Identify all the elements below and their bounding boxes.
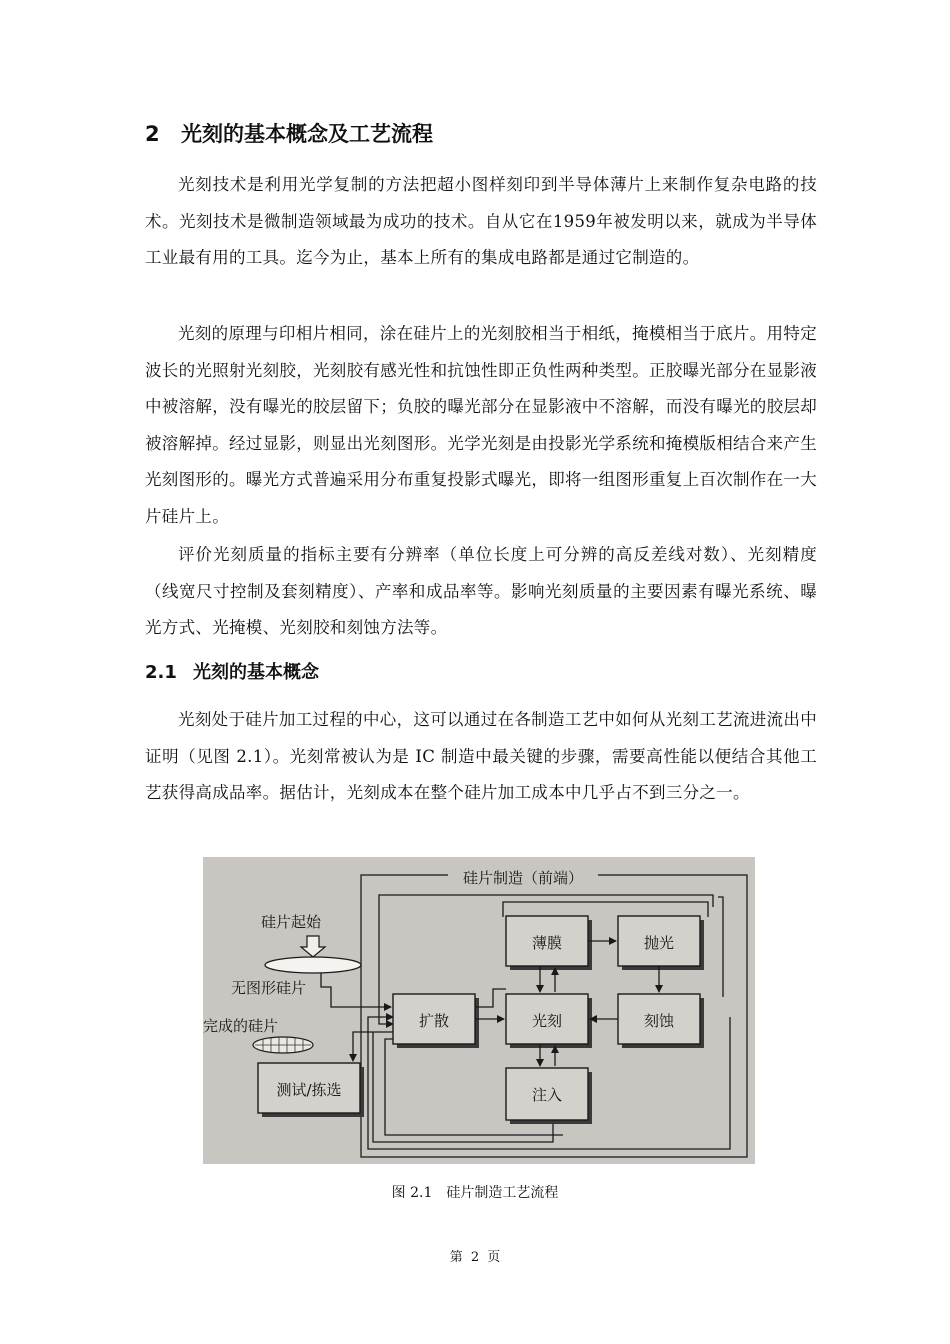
subsection-heading	[145, 658, 805, 684]
paragraph-principle: 光刻的原理与印相片相同，涂在硅片上的光刻胶相当于相纸，掩模相当于底片。用特定波长的光照射光刻胶，光刻胶有感光性和抗蚀性即正负性两种类型。正胶曝光部分在显影液中被溶解，没有曝光的胶层留下；负胶的曝光部分在显影液中不溶解，而没有曝光的胶层却被溶解掉。经过显影，则显出光刻图形。光学光刻是由投影光学系统和掩模版相结合来产生光刻图形的。曝光方式普遍采用分布重复投影式曝光，即将一组图形重复上百次制作在一大片硅片上。	[145, 324, 817, 526]
section-title: 光刻的基本概念及工艺流程	[181, 122, 433, 146]
caption-text: 硅片制造工艺流程	[446, 1185, 559, 1201]
box-etch	[618, 994, 704, 1048]
diffusion-label: 扩散	[418, 1012, 450, 1030]
polish-label: 抛光	[643, 934, 675, 952]
box-diffusion	[393, 994, 479, 1048]
process-flow-figure	[203, 857, 755, 1164]
paragraph-basic-concept: 光刻处于硅片加工过程的中心，这可以通过在各制造工艺中如何从光刻工艺流进流出中证明（见图 2.1）。光刻常被认为是 IC 制造中最关键的步骤，需要高性能以便结合其他工艺获得高成品率。据估计，光刻成本在整个硅片加工成本中几乎占不到三分之一。	[145, 710, 817, 802]
down-arrow-icon	[301, 936, 325, 957]
section-number: 2	[145, 122, 160, 146]
paragraph-intro: 光刻技术是利用光学复制的方法把超小图样刻印到半导体薄片上来制作复杂电路的技术。光刻技术是微制造领域最为成功的技术。自从它在1959年被发明以来，就成为半导体工业最有用的工具。迄今为止，基本上所有的集成电路都是通过它制造的。	[145, 175, 817, 267]
process-flow-diagram	[203, 857, 755, 1164]
figure-caption	[0, 1182, 950, 1202]
wafer-icon	[265, 957, 361, 973]
implant-label: 注入	[531, 1086, 563, 1104]
box-photo	[506, 994, 592, 1048]
finished-wafer-label: 完成的硅片	[203, 1017, 279, 1035]
box-thin-film	[506, 916, 592, 970]
box-test-sort	[258, 1063, 364, 1117]
unpatterned-wafer-label: 无图形硅片	[231, 979, 307, 997]
section-heading	[145, 118, 805, 148]
page-footer: 第 2 页	[449, 1250, 501, 1265]
subsection-title: 光刻的基本概念	[193, 662, 319, 683]
caption-number: 图 2.1	[391, 1185, 433, 1201]
etch-label: 刻蚀	[643, 1012, 675, 1030]
photo-label: 光刻	[531, 1012, 563, 1030]
paragraph-quality: 评价光刻质量的指标主要有分辨率（单位长度上可分辨的高反差线对数）、光刻精度（线宽尺寸控制及套刻精度）、产率和成品率等。影响光刻质量的主要因素有曝光系统、曝光方式、光掩模、光刻胶和刻蚀方法等。	[145, 545, 817, 637]
wafer-start-label: 硅片起始	[261, 913, 322, 931]
wafer-to-diffusion-line	[321, 973, 391, 1007]
box-polish	[618, 916, 704, 970]
fab-title-label: 硅片制造（前端）	[462, 869, 584, 887]
subsection-number: 2.1	[145, 662, 177, 683]
patterned-wafer-icon	[253, 1037, 313, 1053]
test-sort-label: 测试/拣选	[276, 1081, 342, 1099]
thin-film-label: 薄膜	[531, 934, 563, 952]
box-implant	[506, 1068, 592, 1124]
